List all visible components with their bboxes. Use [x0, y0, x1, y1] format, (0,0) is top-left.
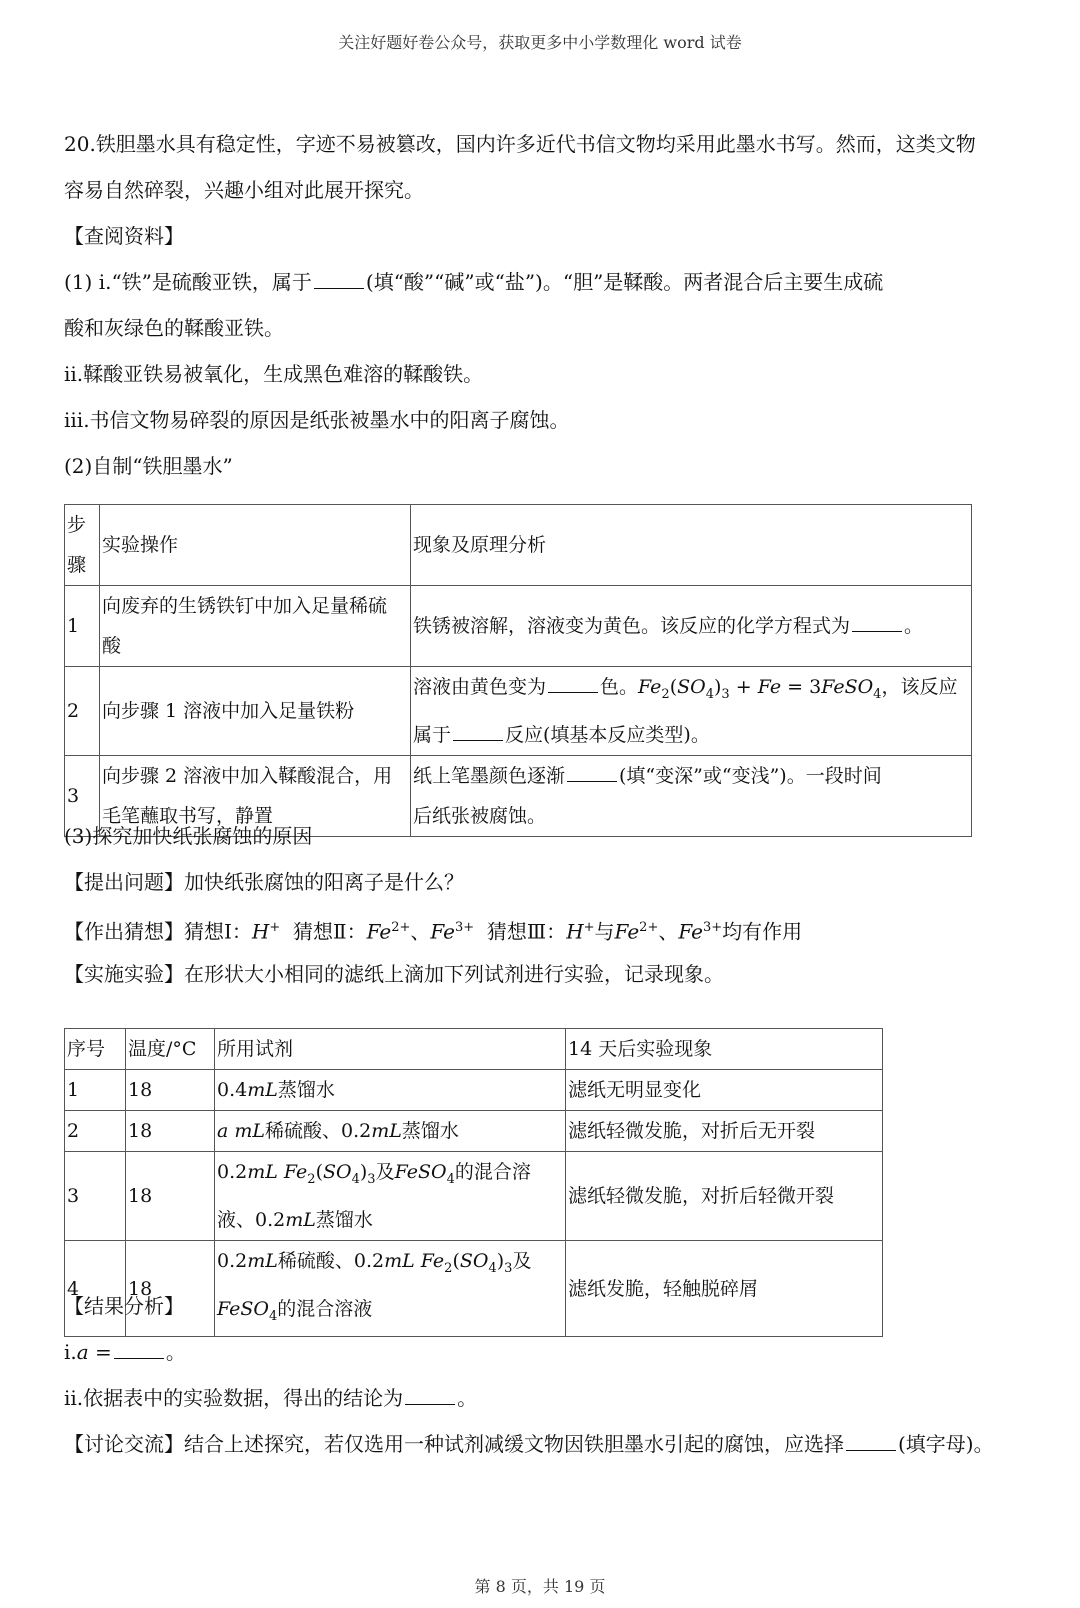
paragraph-2-title: (2)自制“铁胆墨水” [64, 454, 233, 478]
answer-blank[interactable] [846, 1432, 896, 1451]
answer-blank[interactable] [114, 1340, 164, 1359]
section-lookup: 【查阅资料】 [64, 224, 184, 248]
paragraph-1-ii: ⅱ.鞣酸亚铁易被氧化，生成黑色难溶的鞣酸铁。 [64, 362, 484, 386]
table-header-row: 序号 温度/°C 所用试剂 14 天后实验现象 [65, 1029, 883, 1070]
paragraph-1-line-2: 酸和灰绿色的鞣酸亚铁。 [64, 316, 284, 340]
answer-blank[interactable] [314, 270, 364, 289]
table-row: 1 向废弃的生锈铁钉中加入足量稀硫 酸 铁锈被溶解，溶液变为黄色。该反应的化学方程式为 。 [65, 586, 972, 667]
reaction-equation: $Fe_2(SO_4)_3 + Fe$ = 3FeSO$_4$ [638, 676, 882, 702]
table-row: 4 18 0.2mL稀硫酸、0.2mL $Fe_2(SO_4)_3$及 FeSO$_4$的混合溶液 滤纸发脆，轻触脱碎屑 [65, 1240, 883, 1337]
implementation: 【实施实验】在形状大小相同的滤纸上滴加下列试剂进行实验，记录现象。 [64, 962, 724, 986]
experiment-table [64, 1028, 883, 1337]
discussion: 【讨论交流】结合上述探究，若仅选用一种试剂减缓文物因铁胆墨水引起的腐蚀，应选择 (填字母)。 [64, 1432, 994, 1456]
page-header: 关注好题好卷公众号，获取更多中小学数理化 word 试卷 [338, 33, 742, 52]
paragraph-1: (1) ⅰ.“铁”是硫酸亚铁，属于 (填“酸”“碱”或“盐”)。“胆”是鞣酸。两者混合后主要生成硫 [64, 270, 884, 294]
table-row: 1 18 0.4mL蒸馏水 滤纸无明显变化 [65, 1070, 883, 1111]
step-header: 步骤 [65, 505, 100, 586]
phenomenon-header: 现象及原理分析 [411, 505, 972, 586]
paragraph-3-title: (3)探究加快纸张腐蚀的原因 [64, 824, 313, 848]
answer-blank[interactable] [567, 763, 617, 782]
intro-line-1: 20.铁胆墨水具有稳定性，字迹不易被篡改，国内许多近代书信文物均采用此墨水书写。然而，这类文物 [64, 132, 976, 156]
intro-line-2: 容易自然碎裂，兴趣小组对此展开探究。 [64, 178, 424, 202]
table-row: 3 向步骤 2 溶液中加入鞣酸混合，用 毛笔蘸取书写，静置 纸上笔墨颜色逐渐 (填“变深”或“变浅”)。一段时间 后纸张被腐蚀。 [65, 755, 972, 836]
answer-blank[interactable] [453, 722, 503, 741]
page-footer: 第 8 页，共 19 页 [474, 1577, 606, 1596]
ask-question: 【提出问题】加快纸张腐蚀的阳离子是什么？ [64, 870, 464, 894]
answer-blank[interactable] [405, 1386, 455, 1405]
answer-blank[interactable] [548, 674, 598, 693]
hypotheses: 【作出猜想】猜想Ⅰ：H+ 猜想Ⅱ：$Fe^{2+}$、$Fe^{3+}$ 猜想Ⅲ：H+与$Fe^{2+}$、$Fe^{3+}$均有作用 [64, 919, 803, 944]
answer-blank[interactable] [852, 613, 902, 632]
paragraph-1-iii: ⅲ.书信文物易碎裂的原因是纸张被墨水中的阳离子腐蚀。 [64, 408, 570, 432]
table-row: 2 向步骤 1 溶液中加入足量铁粉 溶液由黄色变为 色。$Fe_2(SO_4)_3 + Fe$ = 3FeSO$_4$，该反应 属于 反应(填基本反应类型)。 [65, 667, 972, 756]
table-header-row [65, 505, 972, 586]
analysis-ii: ⅱ.依据表中的实验数据，得出的结论为 。 [64, 1386, 478, 1410]
table-row: 2 18 a mL稀硫酸、0.2mL蒸馏水 滤纸轻微发脆，对折后无开裂 [65, 1111, 883, 1152]
table-row: 3 18 0.2mL $Fe_2(SO_4)_3$及FeSO$_4$的混合溶 液、0.2mL蒸馏水 滤纸轻微发脆，对折后轻微开裂 [65, 1152, 883, 1241]
question-number: 20. [64, 132, 96, 156]
ink-steps-table [64, 504, 972, 837]
analysis-i: ⅰ.a = 。 [64, 1340, 186, 1364]
analysis-title: 【结果分析】 [64, 1294, 184, 1318]
operation-header: 实验操作 [100, 505, 411, 586]
